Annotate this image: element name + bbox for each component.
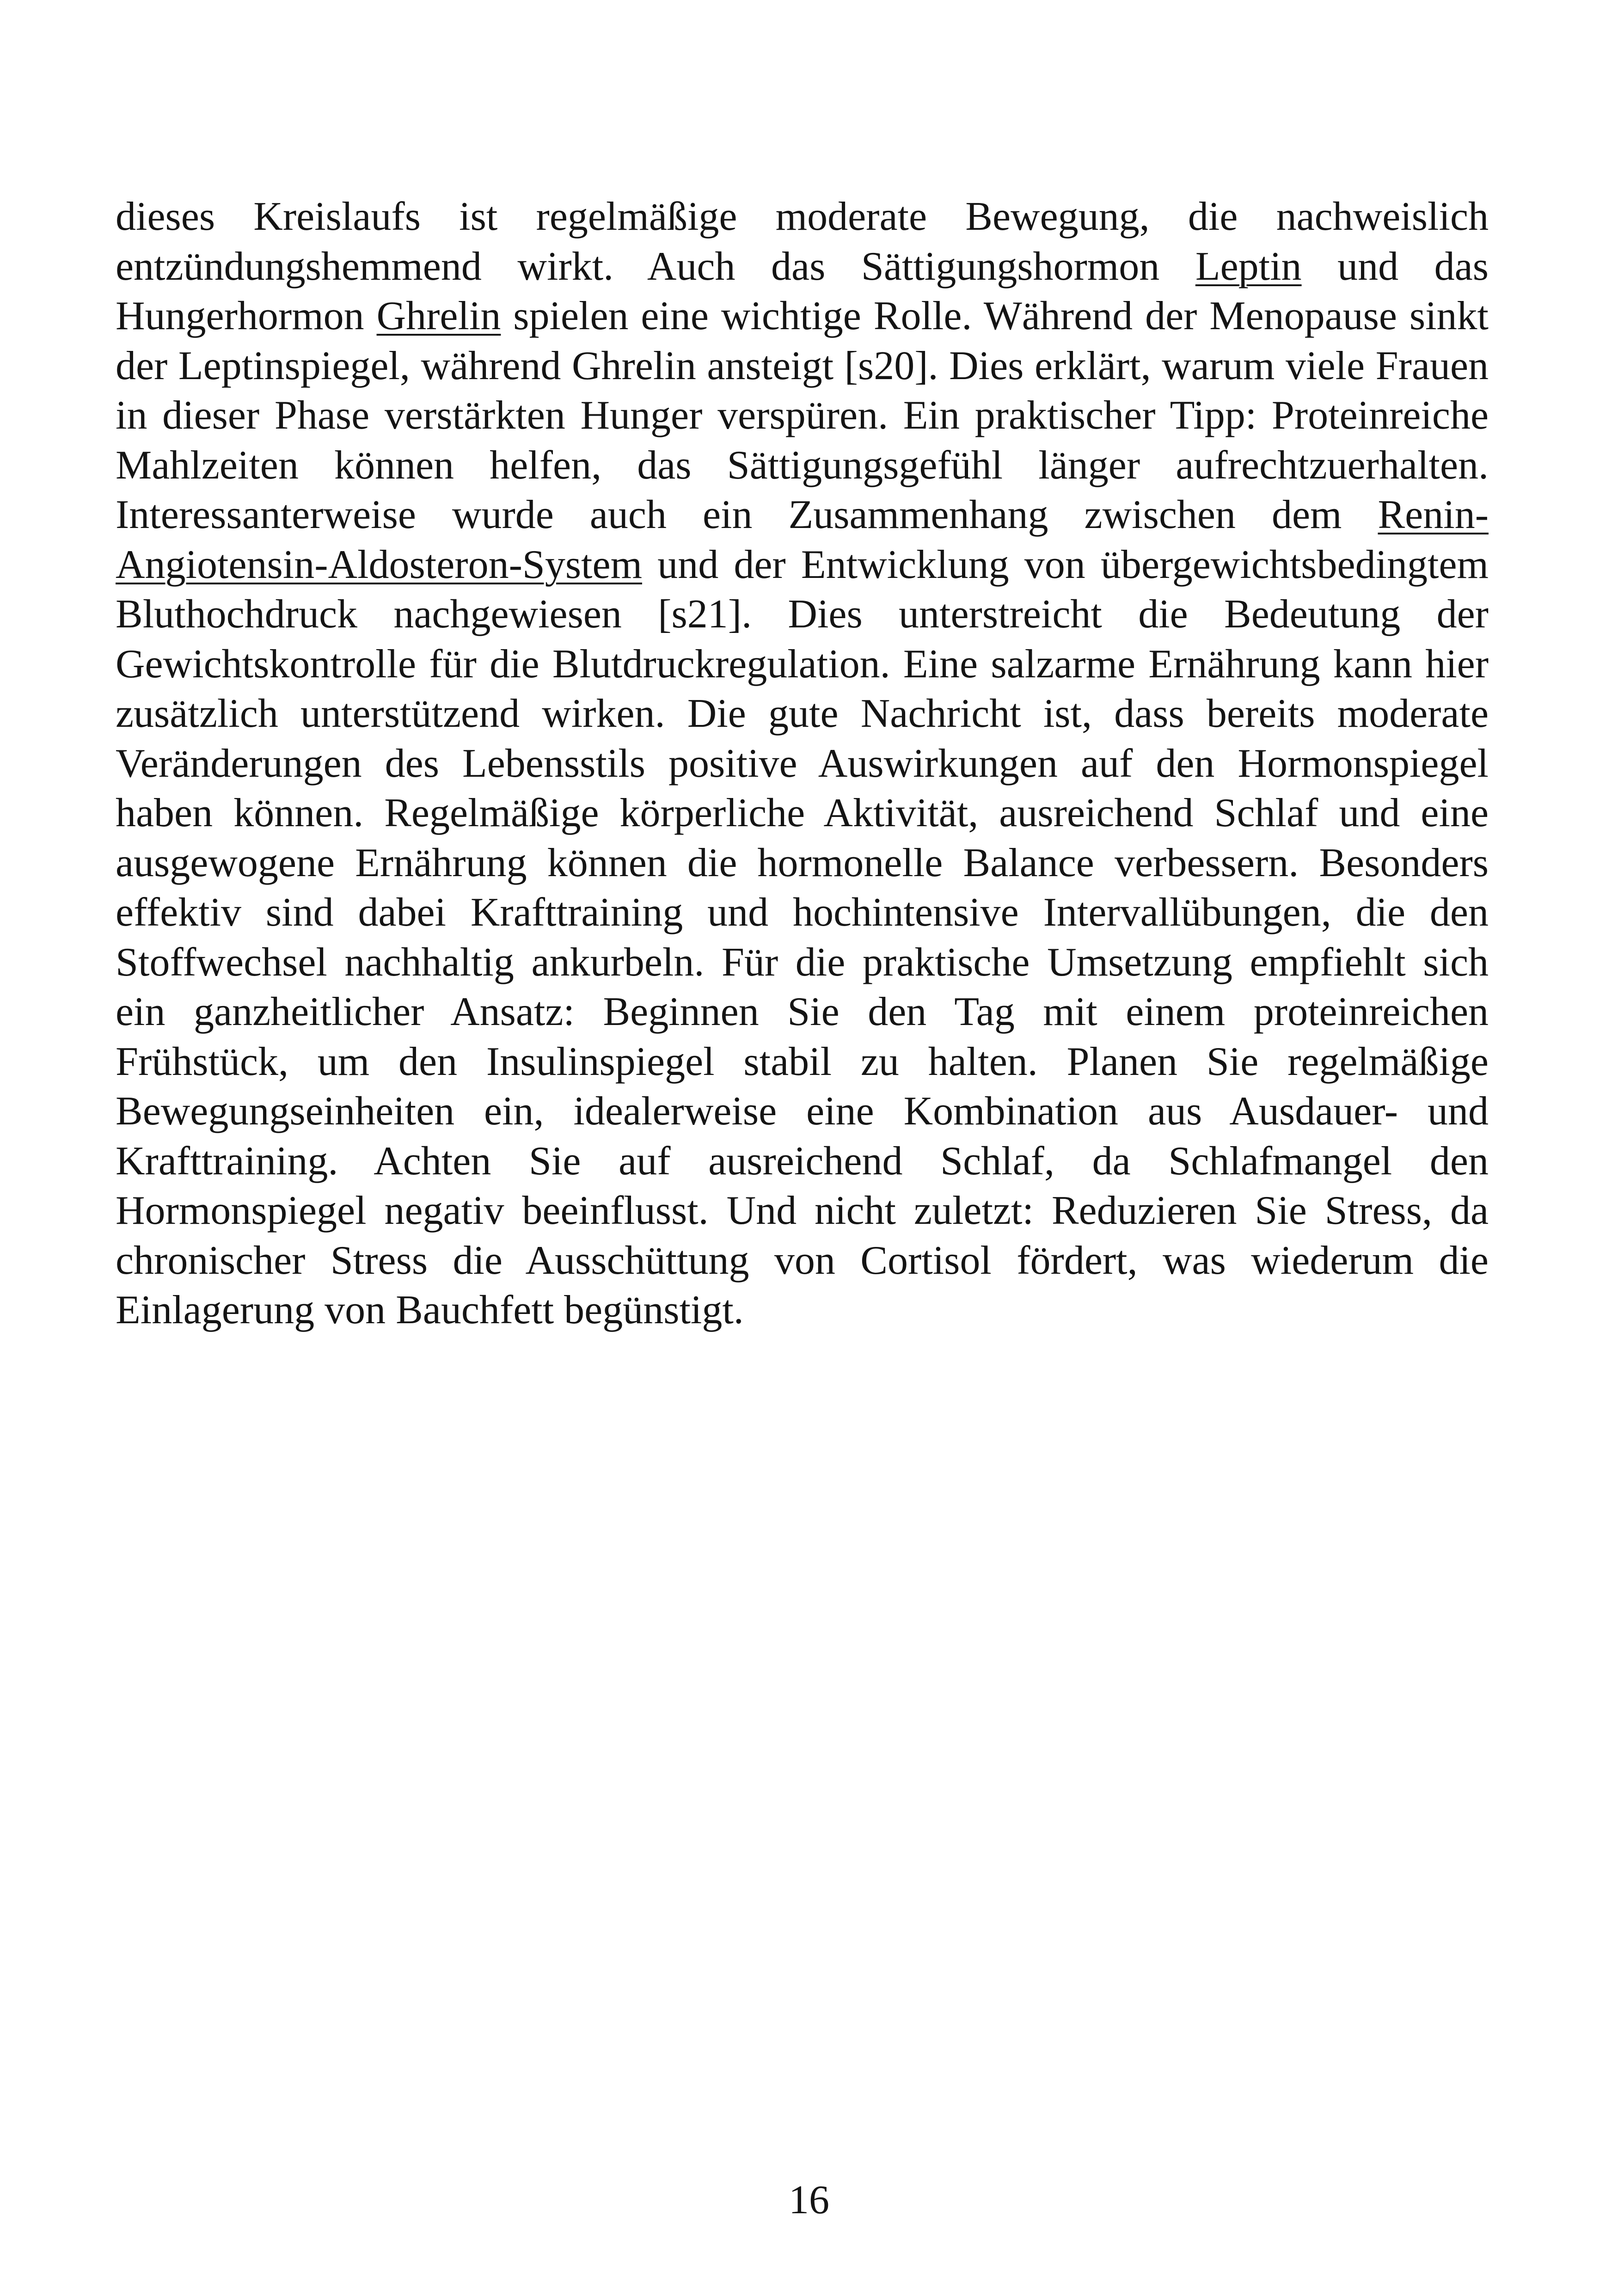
text-segment: und der Entwicklung von übergewichtsbedingtem Bluthochdruck nachgewiesen [s21]. Dies unterstreicht die Bedeutung der Gewichtskontrolle für die Blutdruckregulation. Eine salzarme Ernährung kann hier zusätzlich unterstützend wirken. Die gute Nachricht ist, dass bereits moderate Veränderungen des Lebensstils positive Auswirkungen auf den Hormonspiegel haben können. Regelmäßige körperliche Aktivität, ausreichend Schlaf und eine ausgewogene Ernährung können die hormonelle Balance verbessern. Besonders effektiv sind dabei Krafttraining und hochintensive Intervallübungen, die den Stoffwechsel nachhaltig ankurbeln. Für die praktische Umsetzung empfiehlt sich ein ganzheitlicher Ansatz: Beginnen Sie den Tag mit einem proteinreichen Frühstück, um den Insulinspiegel stabil zu halten. Planen Sie regelmäßige Bewegungseinheiten ein, idealerweise eine Kombination aus Ausdauer- und Krafttraining. Achten Sie auf ausreichend Schlaf, da Schlafmangel den Hormonspiegel negativ beeinflusst. Und nicht zuletzt: Reduzieren Sie Stress, da chronischer Stress die Ausschüttung von Cortisol fördert, was wiederum die Einlagerung von Bauchfett begünstigt. [116, 542, 1489, 1332]
text-segment: und das Hungerhormon [116, 244, 1489, 338]
term-ghrelin: Ghrelin [376, 294, 501, 338]
term-leptin: Leptin [1195, 244, 1302, 289]
body-paragraph [116, 192, 1489, 1335]
term-raas: Renin-Angiotensin-Aldosteron-System [116, 492, 1489, 587]
text-segment: dieses Kreislaufs ist regelmäßige moderate Bewegung, die nachweislich entzündungshemmend wirkt. Auch das Sättigungshormon [116, 194, 1489, 289]
text-segment: spielen eine wichtige Rolle. Während der Menopause sinkt der Leptinspiegel, während Ghrelin ansteigt [s20]. Dies erklärt, warum viele Frauen in dieser Phase verstärkten Hunger verspüren. Ein praktischer Tipp: Proteinreiche Mahlzeiten können helfen, das Sättigungsgefühl länger aufrechtzuerhalten. Interessanterweise wurde auch ein Zusammenhang zwischen dem [116, 294, 1489, 537]
page-number: 16 [789, 2178, 829, 2222]
